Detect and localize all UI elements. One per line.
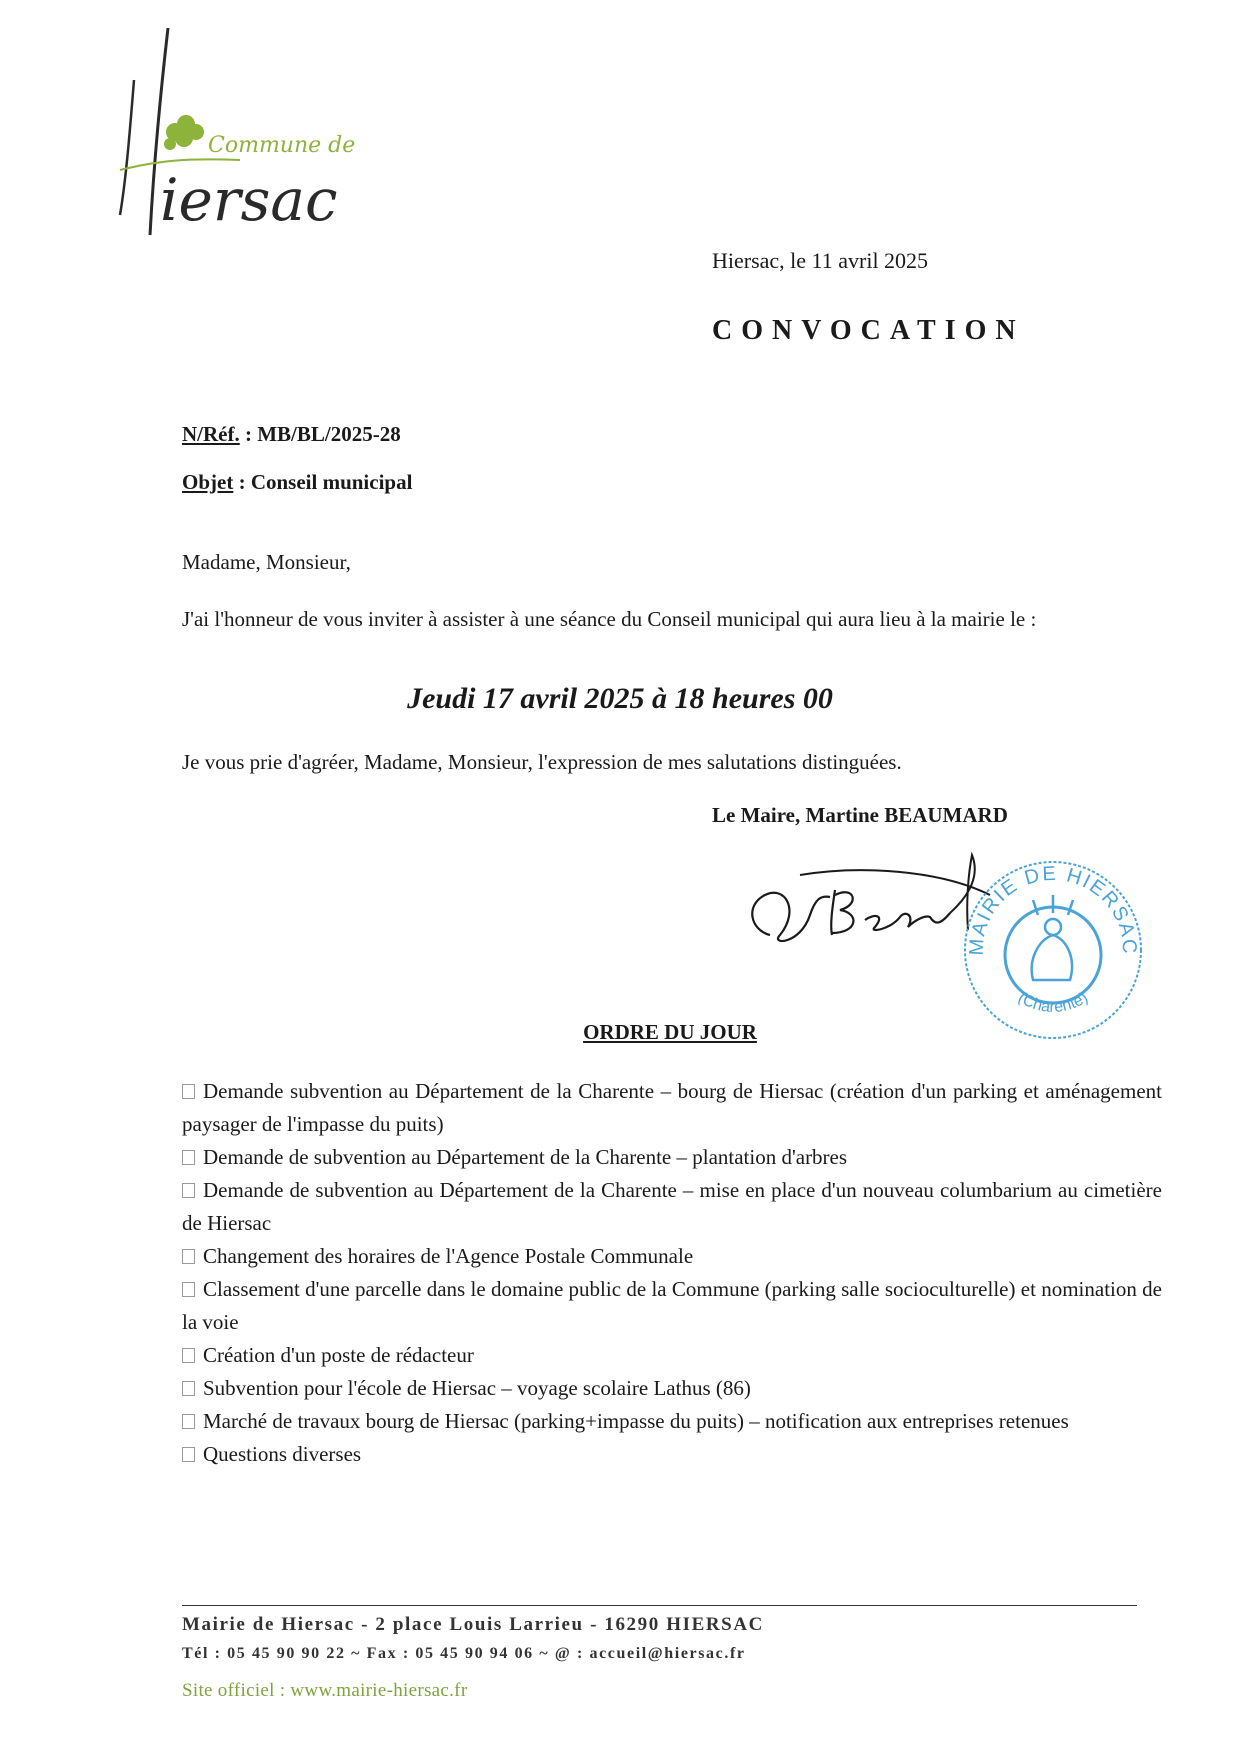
logo-stroke-h (120, 80, 134, 215)
agenda-list (182, 1075, 1162, 1471)
agenda-title: ORDRE DU JOUR (583, 1020, 757, 1044)
footer-address: Mairie de Hiersac - 2 place Louis Larrieu - 16290 HIERSAC (182, 1614, 764, 1635)
list-item: Marché de travaux bourg de Hiersac (parking+impasse du puits) – notification aux entreprises retenues (182, 1405, 1162, 1438)
date-line: Hiersac, le 11 avril 2025 (712, 248, 929, 273)
vine-leaf-icon (164, 115, 204, 150)
list-item: Classement d'une parcelle dans le domaine public de la Commune (parking salle socioculturelle) et nomination de la voie (182, 1277, 1162, 1334)
footer-divider (182, 1605, 1137, 1606)
footer-website: Site officiel : www.mairie-hiersac.fr (182, 1680, 468, 1701)
list-item: Demande de subvention au Département de la Charente – plantation d'arbres (182, 1141, 1162, 1174)
greeting: Madame, Monsieur, (182, 550, 351, 574)
checkbox-icon (182, 1084, 195, 1099)
closing-paragraph: Je vous prie d'agréer, Madame, Monsieur, l'expression de mes salutations distinguées. (182, 750, 902, 774)
intro-paragraph: J'ai l'honneur de vous inviter à assister à une séance du Conseil municipal qui aura lieu à la mairie le : (182, 607, 1037, 631)
checkbox-icon (182, 1183, 195, 1198)
document-title: CONVOCATION (712, 315, 1025, 346)
checkbox-icon (182, 1282, 195, 1297)
checkbox-icon (182, 1348, 195, 1363)
stamp-bottom-text: (Charente) (1014, 989, 1092, 1016)
checkbox-icon (182, 1447, 195, 1462)
mairie-stamp (958, 855, 1148, 1045)
object-label: Objet (182, 470, 234, 494)
svg-text:(Charente) (1015, 989, 1091, 1016)
footer-contact: Tél : 05 45 90 90 22 ~ Fax : 05 45 90 94 06 ~ @ : accueil@hiersac.fr (182, 1645, 746, 1662)
logo-line1: Commune de (208, 133, 356, 158)
object-line (182, 470, 412, 495)
list-item: Questions diverses (182, 1438, 1162, 1471)
list-item: Demande de subvention au Département de la Charente – mise en place d'un nouveau columbarium au cimetière de Hiersac (182, 1178, 1162, 1235)
list-item: Changement des horaires de l'Agence Postale Communale (182, 1240, 1162, 1273)
checkbox-icon (182, 1150, 195, 1165)
reference-line (182, 422, 401, 447)
checkbox-icon (182, 1414, 195, 1429)
signer-name: Le Maire, Martine BEAUMARD (712, 803, 1008, 827)
logo-line2: iersac (160, 166, 338, 234)
list-item: Création d'un poste de rédacteur (182, 1339, 1162, 1372)
reference-value: : MB/BL/2025-28 (239, 422, 401, 446)
checkbox-icon (182, 1249, 195, 1264)
reference-label: N/Réf. (182, 422, 240, 446)
commune-logo (100, 20, 420, 250)
object-value: : Conseil municipal (233, 470, 413, 494)
checkbox-icon (182, 1381, 195, 1396)
list-item: Demande subvention au Département de la Charente – bourg de Hiersac (création d'un parking et aménagement paysager de l'impasse du puits) (182, 1079, 1162, 1136)
list-item: Subvention pour l'école de Hiersac – voyage scolaire Lathus (86) (182, 1372, 1162, 1405)
meeting-datetime: Jeudi 17 avril 2025 à 18 heures 00 (407, 682, 833, 715)
stamp-top-text: MAIRIE DE HIERSAC (965, 862, 1141, 956)
